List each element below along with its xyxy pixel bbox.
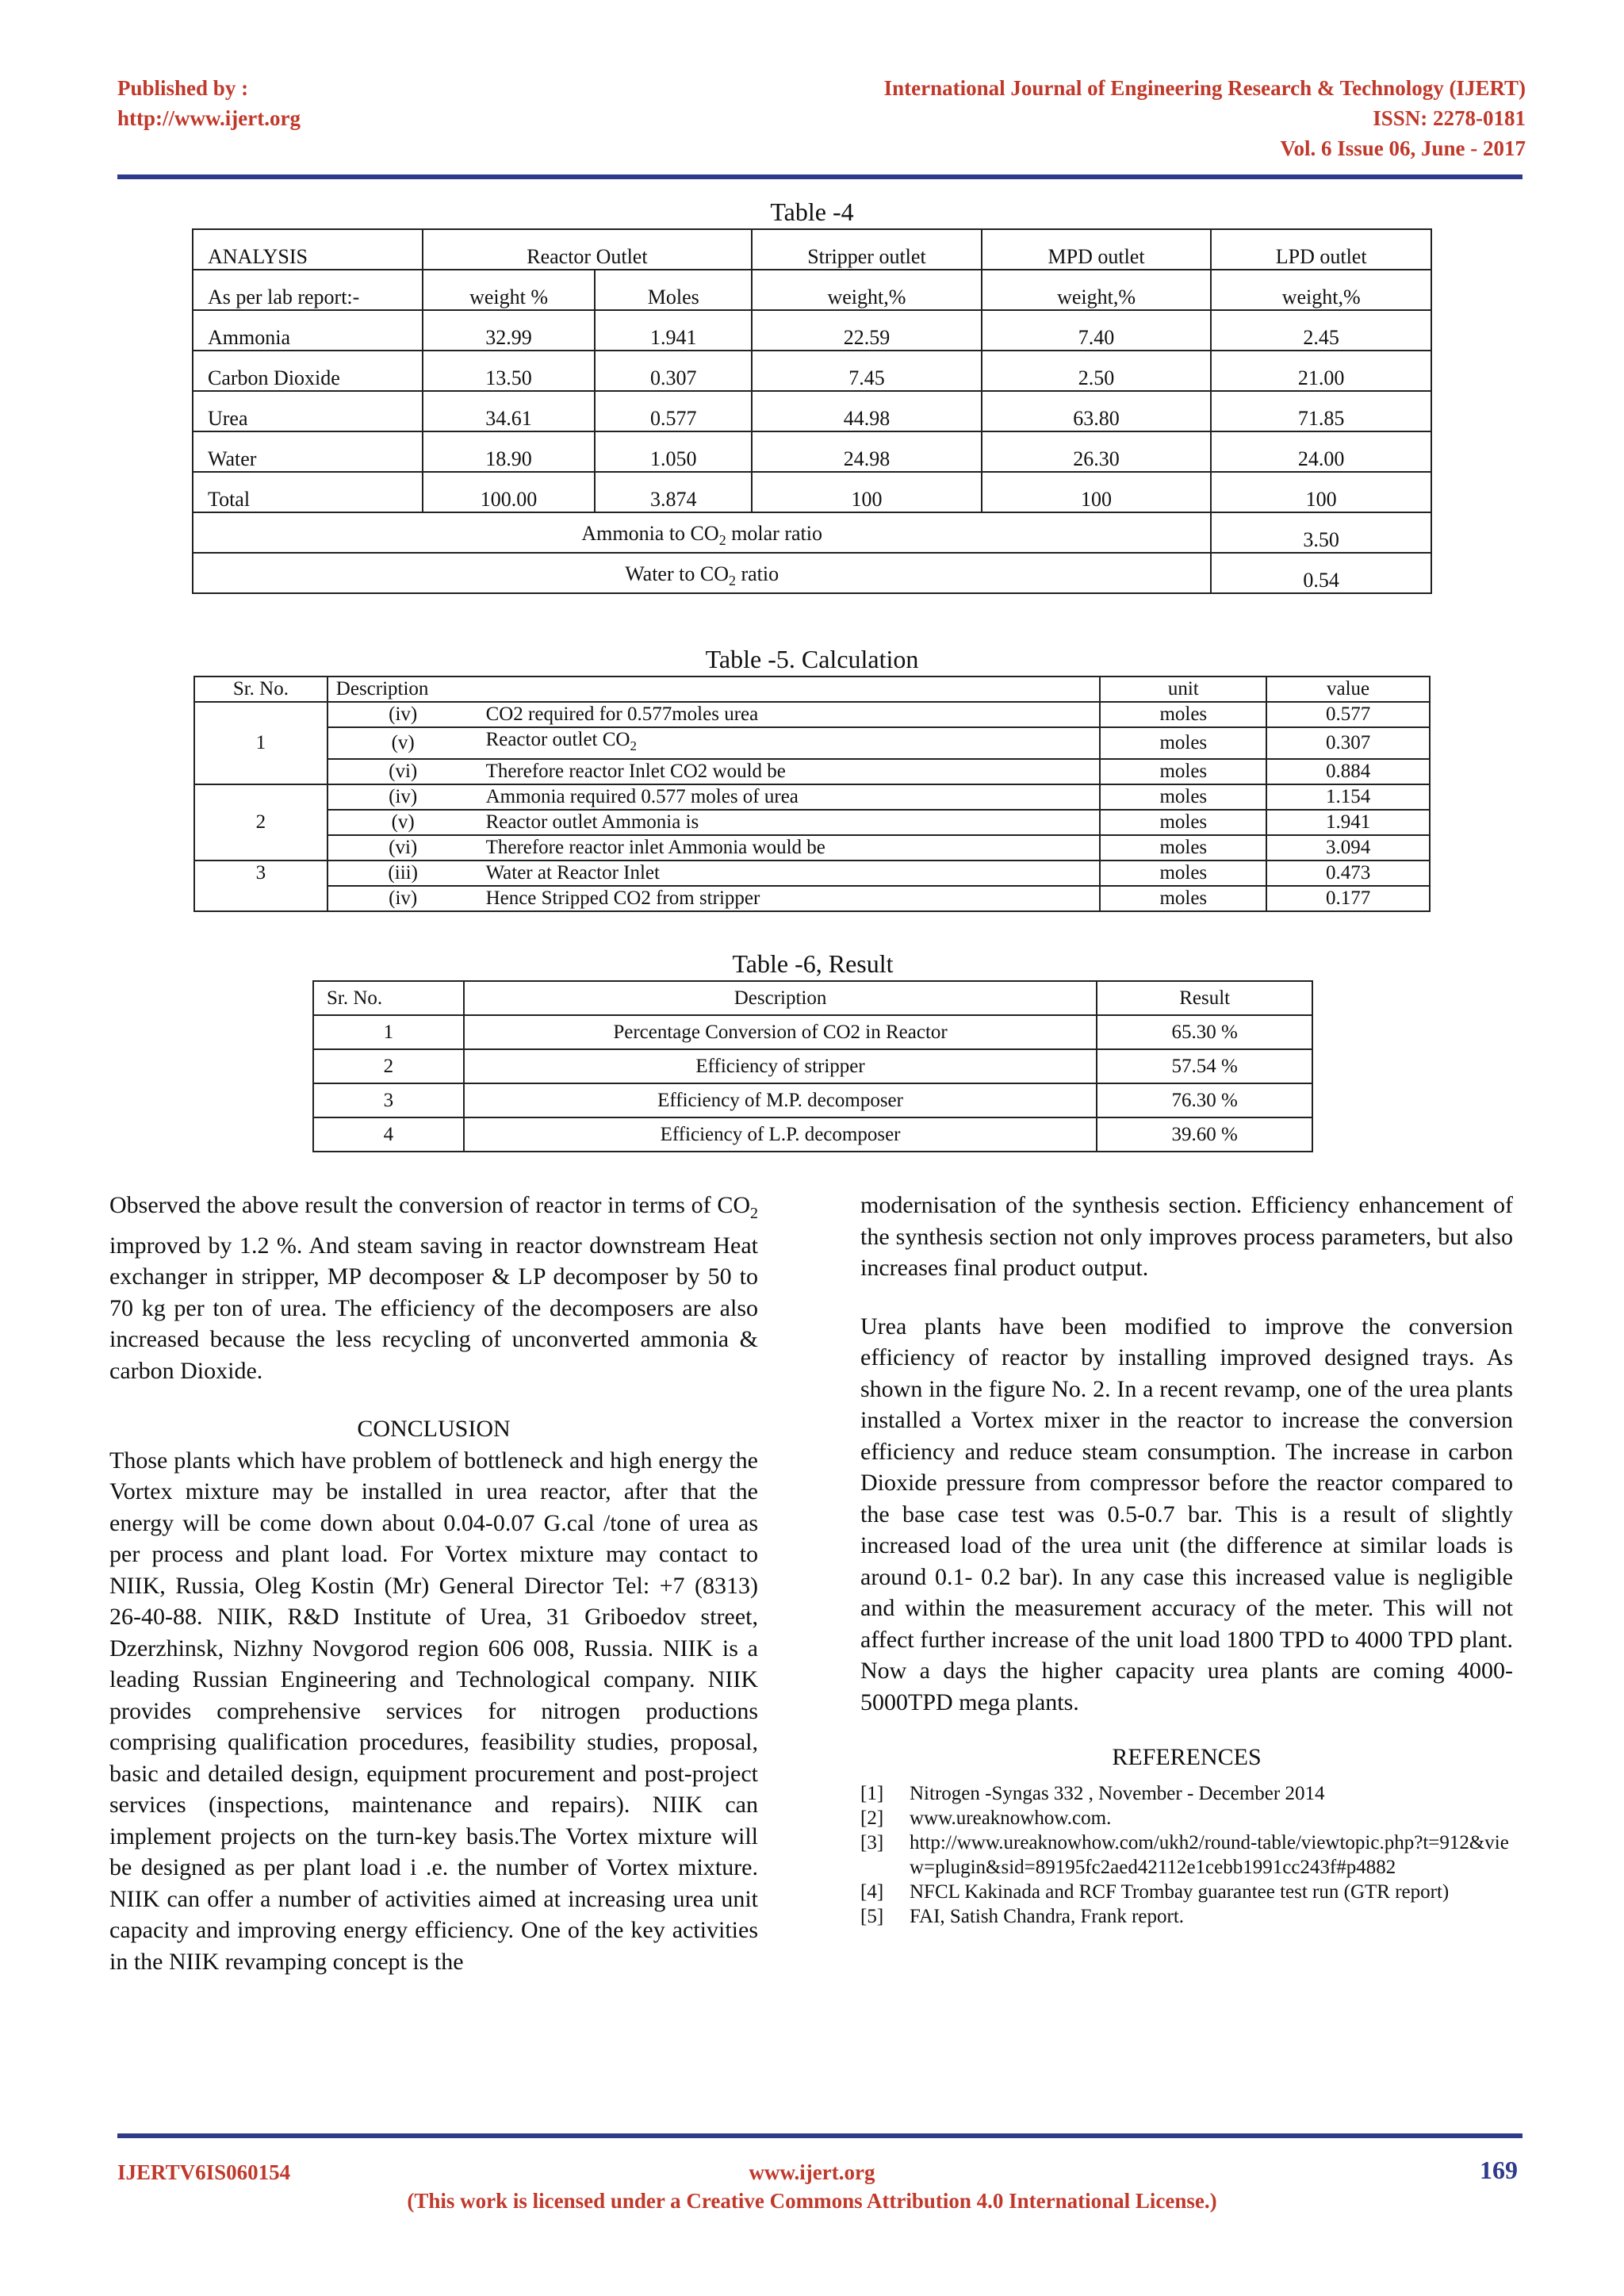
- step-description: Reactor outlet $CO_2$: [478, 727, 1101, 759]
- table-row: [194, 702, 1430, 727]
- table-cell: 32.99: [423, 310, 596, 351]
- step-description: Therefore reactor inlet Ammonia would be: [478, 835, 1101, 861]
- table-header-cell: Reactor Outlet: [423, 229, 752, 270]
- table-cell: 57.54 %: [1097, 1049, 1312, 1083]
- step-index: (vi): [327, 835, 478, 861]
- table-cell: 65.30 %: [1097, 1015, 1312, 1049]
- value-cell: 0.473: [1266, 861, 1430, 886]
- table-row: [313, 1049, 1312, 1083]
- step-description: Water at Reactor Inlet: [478, 861, 1101, 886]
- sr-no-cell: 3: [194, 861, 327, 911]
- table-header-cell: weight,%: [752, 270, 982, 310]
- table-row: [313, 1083, 1312, 1117]
- table-cell: Urea: [193, 391, 423, 431]
- references-heading: REFERENCES: [1112, 1744, 1262, 1770]
- table-cell: 2.45: [1211, 310, 1431, 351]
- value-cell: 0.177: [1266, 886, 1430, 911]
- table-row: [194, 810, 1430, 835]
- table-header-cell: Result: [1097, 981, 1312, 1015]
- unit-cell: moles: [1100, 784, 1266, 810]
- footer-website[interactable]: www.ijert.org: [749, 2160, 875, 2184]
- table4-subheader-row: [193, 270, 1431, 310]
- table-cell: 24.00: [1211, 431, 1431, 472]
- body-paragraph: modernisation of the synthesis section. Efficiency enhancement of the synthesis section not only improves process parameters, but also increases final product output.: [860, 1192, 1513, 1281]
- header-right: [884, 73, 1526, 163]
- step-index: (iv): [327, 784, 478, 810]
- table-header-cell: Description: [464, 981, 1097, 1015]
- reference-text: Nitrogen -Syngas 332 , November - December 2014: [910, 1782, 1325, 1804]
- table-cell: 44.98: [752, 391, 982, 431]
- step-index: (iv): [327, 702, 478, 727]
- unit-cell: moles: [1100, 727, 1266, 759]
- table5-header-row: [194, 677, 1430, 702]
- reference-number: [1]: [860, 1782, 884, 1804]
- published-by: Published by :: [117, 76, 249, 100]
- table-header-cell: LPD outlet: [1211, 229, 1431, 270]
- ratio-row: [193, 553, 1431, 593]
- table-cell: 39.60 %: [1097, 1117, 1312, 1152]
- table-header-cell: ANALYSIS: [193, 229, 423, 270]
- table-header-cell: weight,%: [1211, 270, 1431, 310]
- table5: [193, 676, 1431, 912]
- table-cell: 1: [313, 1015, 464, 1049]
- sr-no-cell: 2: [194, 784, 327, 861]
- step-description: Hence Stripped CO2 from stripper: [478, 886, 1101, 911]
- reference-item: [860, 1781, 1513, 1806]
- volume-issue: Vol. 6 Issue 06, June - 2017: [1280, 136, 1526, 160]
- value-cell: 0.307: [1266, 727, 1430, 759]
- table-header-cell: value: [1266, 677, 1430, 702]
- step-index: (v): [327, 810, 478, 835]
- journal-name: International Journal of Engineering Research & Technology (IJERT): [883, 76, 1526, 100]
- paper-id: IJERTV6IS060154: [117, 2160, 291, 2184]
- step-index: (vi): [327, 759, 478, 784]
- ratio-row: [193, 512, 1431, 553]
- table-cell: 100: [752, 472, 982, 512]
- unit-cell: moles: [1100, 835, 1266, 861]
- step-index: (iii): [327, 861, 478, 886]
- results-paragraph: Observed the above result the conversion of reactor in terms of $CO_2$ improved by 1.2 %. And steam saving in reactor downstream Heat exchanger in stripper, MP decomposer & LP decomposer by 50 to 70 kg per ton of urea. The efficiency of the decomposers are also increased because the less recycling of unconverted ammonia & carbon Dioxide.: [109, 1192, 758, 1384]
- table-cell: Water: [193, 431, 423, 472]
- body-paragraph: Urea plants have been modified to improve the conversion efficiency of reactor by installing improved designed trays. As shown in the figure No. 2. In a recent revamp, one of the urea plants installed a Vortex mixer in the reactor to increase the conversion efficiency and reduce steam consumption. The increase in carbon Dioxide pressure from compressor before the reactor compared to the base case test was 0.5-0.7 bar. This is a result of slightly increased load of the urea unit (the difference at similar loads is around 0.1- 0.2 bar). In any case this increased value is negligible and within the measurement accuracy of the meter. This will not affect further increase of the unit load 1800 TPD to 4000 TPD plant. Now a days the higher capacity urea plants are coming 4000-5000TPD mega plants.: [860, 1313, 1513, 1715]
- right-column: [860, 1190, 1513, 1929]
- table-cell: Total: [193, 472, 423, 512]
- table-header-cell: Sr. No.: [313, 981, 464, 1015]
- step-description: Therefore reactor Inlet CO2 would be: [478, 759, 1101, 784]
- table4: [192, 228, 1432, 594]
- table-header-cell: weight %: [423, 270, 596, 310]
- table-cell: 63.80: [982, 391, 1212, 431]
- step-index: (iv): [327, 886, 478, 911]
- journal-url[interactable]: http://www.ijert.org: [117, 106, 301, 130]
- reference-item: [860, 1904, 1513, 1929]
- ratio-value: 3.50: [1211, 512, 1431, 553]
- table-row: [313, 1117, 1312, 1152]
- page-number: 169: [1480, 2156, 1518, 2184]
- table-cell: 3.874: [595, 472, 752, 512]
- step-description: Reactor outlet Ammonia is: [478, 810, 1101, 835]
- table-row: [193, 431, 1431, 472]
- unit-cell: moles: [1100, 702, 1266, 727]
- ratio-label: Water to $CO_2$ ratio: [193, 553, 1211, 593]
- step-description: Ammonia required 0.577 moles of urea: [478, 784, 1101, 810]
- table-header-cell: Sr. No.: [194, 677, 327, 702]
- table-header-cell: Moles: [595, 270, 752, 310]
- table-cell: 7.40: [982, 310, 1212, 351]
- table-row: [194, 835, 1430, 861]
- value-cell: 3.094: [1266, 835, 1430, 861]
- table-cell: 34.61: [423, 391, 596, 431]
- table-cell: 13.50: [423, 351, 596, 391]
- table6-header-row: [313, 981, 1312, 1015]
- table-cell: 0.577: [595, 391, 752, 431]
- table-row: [194, 784, 1430, 810]
- table-cell: 71.85: [1211, 391, 1431, 431]
- table-cell: 22.59: [752, 310, 982, 351]
- table-cell: 100: [982, 472, 1212, 512]
- table-cell: 24.98: [752, 431, 982, 472]
- step-index: (v): [327, 727, 478, 759]
- reference-number: [3]: [860, 1831, 884, 1853]
- conclusion-paragraph: Those plants which have problem of bottleneck and high energy the Vortex mixture may be installed in urea reactor, after that the energy will be come down about 0.04-0.07 G.cal /tone of urea as per process and plant load. For Vortex mixture may contact to NIIK, Russia, Oleg Kostin (Mr) General Director Tel: +7 (8313) 26-40-88. NIIK, R&D Institute of Urea, 31 Griboedov street, Dzerzhinsk, Nizhny Novgorod region 606 008, Russia. NIIK is a leading Russian Engineering and Technological company. NIIK provides comprehensive services for nitrogen productions comprising qualification procedures, feasibility studies, proposal, basic and detailed design, equipment procurement and post-project services (inspections, maintenance and repairs). NIIK can implement projects on the turn-key basis.The Vortex mixture will be designed as per plant load i .e. the number of Vortex mixture. NIIK can offer a number of activities aimed at increasing urea unit capacity and improving energy efficiency. One of the key activities in the NIIK revamping concept is the: [109, 1447, 758, 1975]
- table-cell: 2: [313, 1049, 464, 1083]
- table-cell: 18.90: [423, 431, 596, 472]
- table-cell: Efficiency of stripper: [464, 1049, 1097, 1083]
- table-cell: 3: [313, 1083, 464, 1117]
- ratio-value: 0.54: [1211, 553, 1431, 593]
- step-description: CO2 required for 0.577moles urea: [478, 702, 1101, 727]
- table-header-cell: Description: [327, 677, 1101, 702]
- conclusion-heading: CONCLUSION: [357, 1416, 511, 1442]
- table-cell: Ammonia: [193, 310, 423, 351]
- reference-link[interactable]: http://www.ureaknowhow.com/ukh2/round-table/viewtopic.php?t=912&view=plugin&sid=89195fc2aed42112e1cebb1991cc243f#p4882: [910, 1831, 1509, 1878]
- table-header-cell: unit: [1100, 677, 1266, 702]
- table-header-cell: weight,%: [982, 270, 1212, 310]
- table-cell: 1.941: [595, 310, 752, 351]
- table5-caption: Table -5. Calculation: [705, 645, 919, 673]
- reference-number: [4]: [860, 1880, 884, 1903]
- table-row: [194, 861, 1430, 886]
- table-cell: 2.50: [982, 351, 1212, 391]
- table-cell: 0.307: [595, 351, 752, 391]
- reference-number: [2]: [860, 1807, 884, 1829]
- table-row: [194, 886, 1430, 911]
- table-cell: 26.30: [982, 431, 1212, 472]
- table6: [312, 980, 1313, 1152]
- reference-text: FAI, Satish Chandra, Frank report.: [910, 1905, 1185, 1927]
- table-row: [193, 391, 1431, 431]
- unit-cell: moles: [1100, 810, 1266, 835]
- unit-cell: moles: [1100, 886, 1266, 911]
- table-cell: Efficiency of L.P. decomposer: [464, 1117, 1097, 1152]
- table-header-cell: As per lab report:-: [193, 270, 423, 310]
- reference-item: [860, 1880, 1513, 1904]
- reference-text: NFCL Kakinada and RCF Trombay guarantee test run (GTR report): [910, 1880, 1450, 1903]
- footer-rule: [117, 2133, 1522, 2138]
- unit-cell: moles: [1100, 861, 1266, 886]
- table6-caption: Table -6, Result: [732, 949, 894, 978]
- table-row: [193, 310, 1431, 351]
- table-cell: Carbon Dioxide: [193, 351, 423, 391]
- table-row: [193, 472, 1431, 512]
- ratio-label: Ammonia to $CO_2$ molar ratio: [193, 512, 1211, 553]
- table-cell: 4: [313, 1117, 464, 1152]
- unit-cell: moles: [1100, 759, 1266, 784]
- header-rule: [117, 174, 1522, 179]
- table-cell: 21.00: [1211, 351, 1431, 391]
- value-cell: 1.154: [1266, 784, 1430, 810]
- reference-number: [5]: [860, 1905, 884, 1927]
- value-cell: 0.884: [1266, 759, 1430, 784]
- table-cell: 76.30 %: [1097, 1083, 1312, 1117]
- table-cell: 100: [1211, 472, 1431, 512]
- table-cell: 100.00: [423, 472, 596, 512]
- reference-list: [860, 1781, 1513, 1929]
- left-column: [109, 1190, 758, 1977]
- reference-item: [860, 1806, 1513, 1830]
- reference-item: [860, 1830, 1513, 1880]
- value-cell: 1.941: [1266, 810, 1430, 835]
- table4-caption: Table -4: [770, 197, 854, 226]
- issn: ISSN: 2278-0181: [1373, 106, 1526, 130]
- table-cell: Efficiency of M.P. decomposer: [464, 1083, 1097, 1117]
- table-row: [194, 727, 1430, 759]
- license-notice: (This work is licensed under a Creative Commons Attribution 4.0 International License.): [407, 2189, 1217, 2213]
- table-cell: 1.050: [595, 431, 752, 472]
- sr-no-cell: 1: [194, 702, 327, 784]
- table-row: [194, 759, 1430, 784]
- table-header-cell: MPD outlet: [982, 229, 1212, 270]
- reference-link[interactable]: www.ureaknowhow.com.: [910, 1807, 1112, 1829]
- table4-header-row: [193, 229, 1431, 270]
- value-cell: 0.577: [1266, 702, 1430, 727]
- header-left: [117, 73, 301, 133]
- table-cell: Percentage Conversion of CO2 in Reactor: [464, 1015, 1097, 1049]
- table-header-cell: Stripper outlet: [752, 229, 982, 270]
- table-cell: 7.45: [752, 351, 982, 391]
- table-row: [313, 1015, 1312, 1049]
- table-row: [193, 351, 1431, 391]
